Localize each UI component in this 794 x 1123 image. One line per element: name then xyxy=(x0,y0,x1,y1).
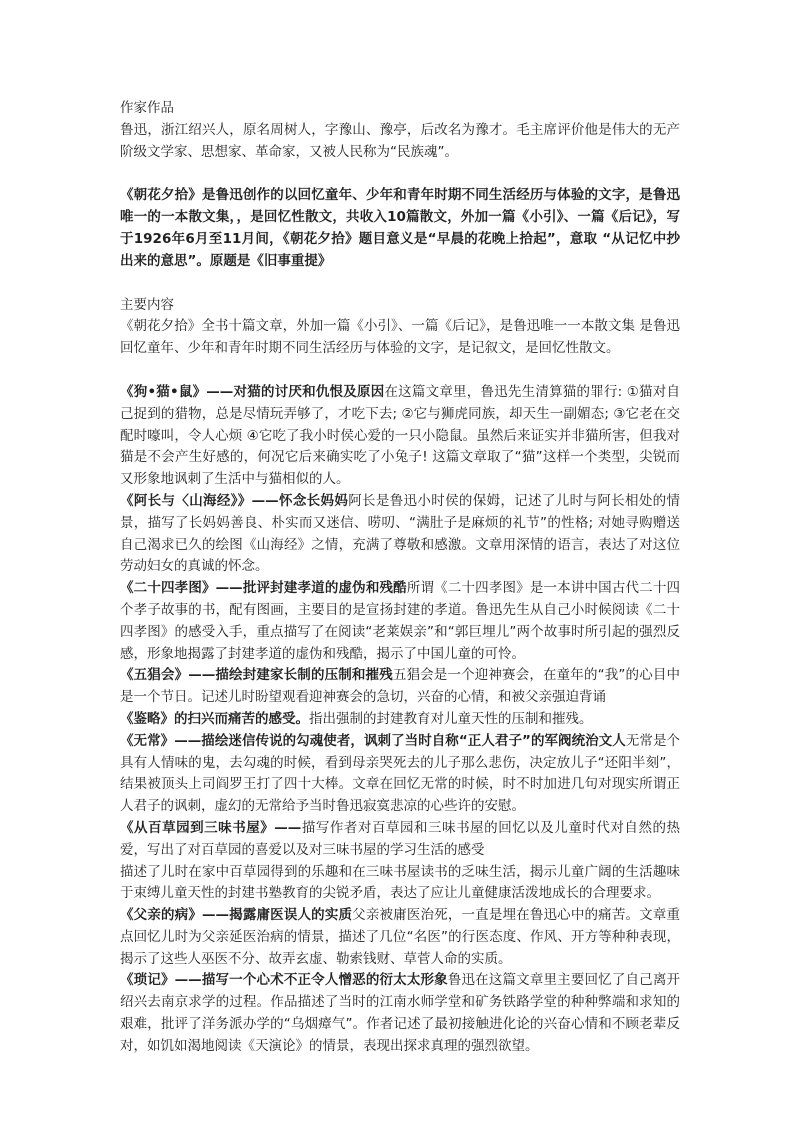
chapter-father-illness xyxy=(120,905,680,970)
chapter-title: 《从百草园到三味书屋》 xyxy=(120,819,275,836)
document-page xyxy=(120,98,680,1058)
chapter-body: 鲁迅在这篇文章里主要回忆了自己离开绍兴去南京求学的过程。作品描述了当时的江南水师学堂和矿务铁路学堂的种种弊端和求知的艰难，批评了洋务派办学的“乌烟瘴气”。作者记述了最初接触进化论的兴奋心情和不顾老辈反对，如饥如渴地阅读《天演论》的情景，表现出探求真理的强烈欲望。 xyxy=(120,972,681,1054)
chapter-title: 《阿长与〈山海经》》 xyxy=(120,492,252,509)
chapter-title: 《鉴略》 xyxy=(120,710,174,727)
chapter-24-filial xyxy=(120,578,680,665)
chapter-body: 指出强制的封建教育对儿童天性的压制和摧残。 xyxy=(309,710,593,727)
spacer xyxy=(120,163,680,185)
chapter-wuchang xyxy=(120,731,680,818)
chapter-body: 阿长是鲁迅小时侯的保姆，记述了儿时与阿长相处的情景，描写了长妈妈善良、朴实而又迷信、唠叨、“满肚子是麻烦的礼节”的性格; 对她寻购赠送自己渴求已久的绘图《山海经》之情，充满了尊敬和感激。文章用深情的语言，表达了对这位劳动妇女的真诚的怀念。 xyxy=(120,492,681,575)
chapter-body: 所谓《二十四孝图》是一本讲中国古代二十四个孝子故事的书，配有图画，主要目的是宣扬封建的孝道。鲁迅先生从自己小时候阅读《二十四孝图》的感受入手，重点描写了在阅读“老莱娱亲”和“郭巨埋儿”两个故事时所引起的强烈反感，形象地揭露了封建孝道的虚伪和残酷，揭示了中国儿童的可怜。 xyxy=(120,580,681,662)
book-intro: 《朝花夕拾》是鲁迅创作的以回忆童年、少年和青年时期不同生活经历与体验的文字，是鲁迅唯一的一本散文集，，是回忆性散文，共收入10篇散文，外加一篇《小引》、一篇《后记》，写于1926年6月至11月间，《朝花夕拾》题目意义是“早晨的花晚上拾起”，意取 “从记忆中抄出来的意思”。原题是《旧事重提》 xyxy=(120,187,680,269)
chapter-body: 在这篇文章里，鲁迅先生清算猫的罪行: ①猫对自己捉到的猎物，总是尽情玩弄够了，才吃下去; ②它与狮虎同族，却天生一副媚态; ③它老在交配时嚎叫，令人心烦 ④它吃了我小时侯心爱的一只小隐鼠。虽然后来证实并非猫所害，但我对猫是不会产生好感的，何况它后来确实吃了小兔子! 这篇文章取了“猫”这样一个类型，尖锐而又形象地讽刺了生活中与猫相似的人。 xyxy=(120,383,680,488)
chapter-title: 《五猖会》 xyxy=(120,667,189,684)
chapter-dog-cat-mouse xyxy=(120,382,680,491)
section-heading-main: 主要内容 xyxy=(120,296,174,313)
chapter-body: 父亲被庸医治死，一直是埋在鲁迅心中的痛苦。文章重点回忆儿时为父亲延医治病的情景，描述了几位“名医”的行医态度、作风、开方等种种表现，揭示了这些人巫医不分、故弄玄虚、勒索钱财、草菅人命的实质。 xyxy=(120,907,681,967)
chapter-jianlue xyxy=(120,709,680,731)
chapter-suoji xyxy=(120,970,680,1057)
chapter-title: 《狗•猫•鼠》 xyxy=(120,383,207,400)
chapter-title: 《父亲的病》 xyxy=(120,907,202,924)
chapter-title: 《二十四孝图》 xyxy=(120,580,216,597)
chapter-title: 《无常》 xyxy=(120,732,175,749)
chapter-theme: ——怀念长妈妈 xyxy=(251,492,349,509)
chapter-theme: ——描绘封建家长制的压制和摧残 xyxy=(188,667,393,684)
main-summary: 《朝花夕拾》全书十篇文章，外加一篇《小引》、一篇《后记》，是鲁迅唯一一本散文集 是鲁迅回忆童年、少年和青年时期不同生活经历与体验的文字，是记叙文，是回忆性散文。 xyxy=(120,318,680,357)
chapter-a-chang xyxy=(120,491,680,578)
chapter-theme: ——对猫的讨厌和仇恨及原因 xyxy=(206,383,385,400)
chapter-theme: ——描绘迷信传说的勾魂使者，讽刺了当时自称“正人君子”的军阀统治文人 xyxy=(174,732,626,749)
section-heading-author: 作家作品 xyxy=(120,100,174,116)
chapter-baicaoyuan xyxy=(120,818,680,905)
chapter-theme: ——揭露庸医误人的实质 xyxy=(202,907,353,924)
chapter-body: 描写作者对百草园和三味书屋的回忆以及儿童时代对自然的热爱，写出了对百草园的喜爱以及对三味书屋的学习生活的感受 描述了儿时在家中百草园得到的乐趣和在三味书屋读书的乏味生活，揭示儿童广阔的生活趣味于束缚儿童天性的封建书塾教育的尖锐矛盾，表达了应让儿童健康活泼地成长的合理要求。 xyxy=(120,819,681,902)
chapter-title: 《琐记》 xyxy=(120,972,175,989)
spacer xyxy=(120,273,680,295)
chapter-wuchang-fair xyxy=(120,665,680,709)
chapter-theme: ——批评封建孝道的虚伪和残酷 xyxy=(215,580,407,597)
author-intro: 鲁迅，浙江绍兴人，原名周树人，字豫山、豫亭，后改名为豫才。毛主席评价他是伟大的无产阶级文学家、思想家、革命家，又被人民称为“民族魂”。 xyxy=(120,121,680,160)
chapter-body: 五猖会是一个迎神赛会，在童年的“我”的心目中是一个节日。记述儿时盼望观看迎神赛会的急切，兴奋的心情，和被父亲强迫背诵 xyxy=(120,667,680,706)
chapter-body: 无常是个具有人情味的鬼，去勾魂的时候，看到母亲哭死去的儿子那么悲伤，决定放儿子“还阳半刻”，结果被顶头上司阎罗王打了四十大棒。文章在回忆无常的时候，时不时加进几句对现实所谓正人君子的讽刺，虚幻的无常给予当时鲁迅寂寞悲凉的心些许的安慰。 xyxy=(120,732,681,815)
chapter-theme: ——描写一个心术不正令人憎恶的衍太太形象 xyxy=(174,972,448,989)
spacer xyxy=(120,360,680,382)
chapter-theme: —— xyxy=(274,819,302,836)
chapter-theme: 的扫兴而痛苦的感受。 xyxy=(174,710,309,727)
